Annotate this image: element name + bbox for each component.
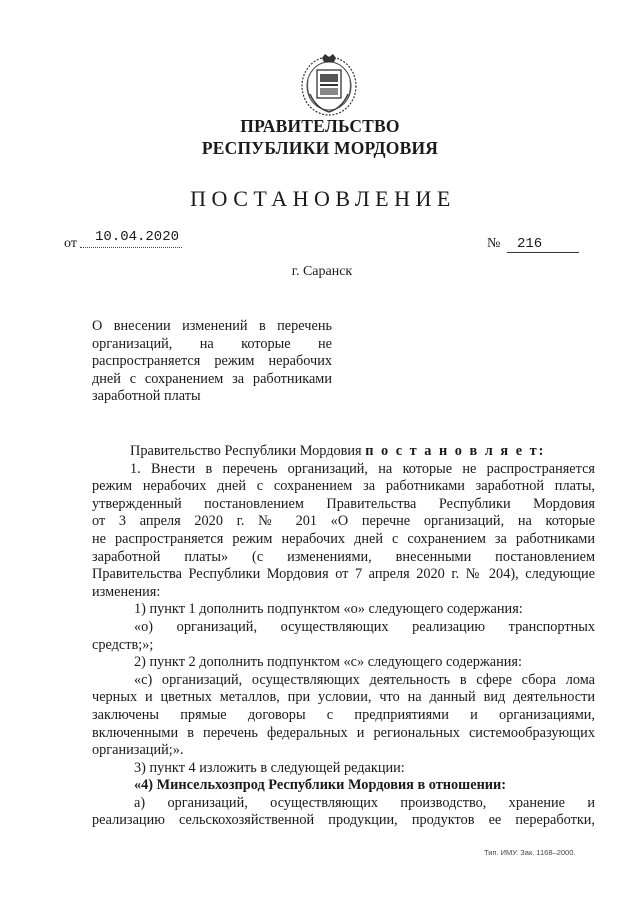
number-underline (507, 252, 579, 253)
body-line: изменения: (92, 583, 161, 600)
government-name-line2: РЕСПУБЛИКИ МОРДОВИЯ (201, 138, 439, 158)
number-prefix: № (487, 236, 501, 251)
document-body (92, 443, 595, 830)
decree-verb: п о с т а н о в л я е т: (365, 443, 546, 459)
body-line: 3) пункт 4 изложить в следующей редакции: (134, 759, 405, 776)
city-label: г. Саранск (291, 264, 353, 279)
body-line: заключены прямые договоры с предприятиями и организациями, (92, 706, 595, 723)
body-line: 2) пункт 2 дополнить подпунктом «с» следующего содержания: (134, 654, 522, 671)
subject-line: О внесении изменений в перечень (92, 318, 332, 334)
intro-text: Правительство Республики Мордовия (130, 443, 362, 459)
body-line: а) организаций, осуществляющих производство, хранение и (134, 794, 595, 811)
date-value: 10.04.2020 (95, 229, 180, 245)
body-line: заработной платы» (с изменениями, внесенными постановлением (92, 548, 595, 565)
subject-line: распространяется режим нерабочих (92, 353, 332, 370)
number-value: 216 (517, 236, 543, 252)
body-line: реализацию сельскохозяйственной продукции, продуктов ее переработки, (92, 812, 595, 829)
subject-line: дней с сохранением за работниками (92, 370, 332, 387)
body-line: средств;»; (92, 636, 154, 653)
body-line: 1) пункт 1 дополнить подпунктом «о» следующего содержания: (134, 601, 523, 618)
intro-line (92, 443, 595, 461)
coat-of-arms-emblem (298, 50, 360, 118)
body-line: включенными в перечень федеральных и региональных системообразующих (92, 724, 595, 741)
document-subject (92, 318, 332, 406)
body-line: 1. Внести в перечень организаций, на которые не распространяется (130, 460, 595, 477)
body-line: не распространяется режим нерабочих дней с сохранением за работниками (92, 530, 595, 547)
body-line: организаций;». (92, 742, 184, 759)
date-underline (80, 247, 182, 248)
body-line: утвержденный постановлением Правительства Республики Мордовия (92, 495, 595, 512)
subject-line: заработной платы (92, 388, 201, 405)
body-line: черных и цветных металлов, при условии, что на данный вид деятельности (92, 689, 595, 706)
body-line: режим нерабочих дней с сохранением за работниками заработной платы, (92, 478, 595, 495)
body-line: «с) организаций, осуществляющих деятельность в сфере сбора лома (134, 671, 595, 688)
government-name-line1: ПРАВИТЕЛЬСТВО (240, 116, 400, 136)
body-line: Правительства Республики Мордовия от 7 апреля 2020 г. № 204), следующие (92, 566, 595, 583)
body-line: «4) Минсельхозпрод Республики Мордовия в отношении: (134, 777, 507, 794)
body-line: «о) организаций, осуществляющих реализацию транспортных (134, 618, 595, 635)
body-line: от 3 апреля 2020 г. № 201 «О перечне организаций, на которые (92, 513, 595, 530)
date-prefix: от (64, 236, 77, 251)
subject-line: организаций, на которые не (92, 335, 332, 352)
print-info: Тип. ИМУ. Зак. 1168–2000. (484, 848, 576, 857)
document-type-title: ПОСТАНОВЛЕНИЕ (190, 186, 456, 211)
